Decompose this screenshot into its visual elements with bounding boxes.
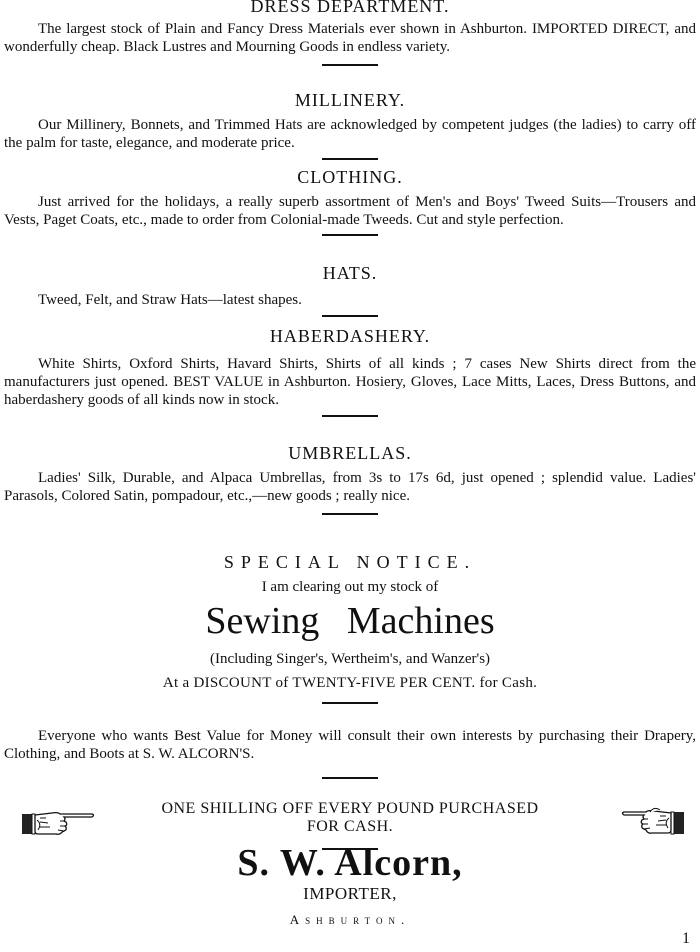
text-hats: Tweed, Felt, and Straw Hats—latest shapes.	[38, 292, 302, 308]
sewing-machines-headline: Sewing Machines	[205, 600, 495, 642]
merchant-name: S. W. Alcorn,	[237, 842, 463, 884]
divider	[322, 415, 378, 417]
section-haberdashery	[0, 326, 700, 417]
section-hats	[0, 263, 700, 317]
section-umbrellas	[0, 443, 700, 515]
section-best-value	[0, 727, 700, 779]
divider	[322, 315, 378, 317]
special-notice-title: SPECIAL NOTICE.	[223, 552, 477, 572]
text-haberdashery: White Shirts, Oxford Shirts, Havard Shirts, Shirts of all kinds ; 7 cases New Shirts direct from the manufacturers just opened. BEST VALUE in Ashburton. Hosiery, Gloves, Lace Mitts, Laces, Dress Buttons, and haberdashery goods of all kinds now in stock.	[4, 356, 696, 408]
divider	[322, 702, 378, 704]
merchant-role: IMPORTER,	[303, 884, 397, 903]
cash-offer-line2: FOR CASH.	[306, 818, 394, 835]
pointing-hand-left-icon	[620, 800, 688, 840]
section-millinery	[0, 90, 700, 160]
section-special-notice	[0, 552, 700, 704]
heading-dress: DRESS DEPARTMENT.	[250, 0, 450, 16]
page-number: 1	[682, 930, 690, 947]
divider	[322, 64, 378, 66]
heading-clothing: CLOTHING.	[297, 167, 403, 187]
section-footer	[0, 842, 700, 928]
special-notice-intro: I am clearing out my stock of	[261, 579, 439, 595]
text-dress: The largest stock of Plain and Fancy Dress Materials ever shown in Ashburton. IMPORTED DIRECT, and wonderfully cheap. Black Lustres and Mourning Goods in endless variety.	[4, 21, 696, 55]
text-millinery: Our Millinery, Bonnets, and Trimmed Hats are acknowledged by competent judges (the ladies) to carry off the palm for taste, elegance, and moderate price.	[4, 117, 696, 151]
text-umbrellas: Ladies' Silk, Durable, and Alpaca Umbrellas, from 3s to 17s 6d, just opened ; splendid value. Ladies' Parasols, Colored Satin, pompadour, etc.,—new goods ; really nice.	[4, 470, 696, 504]
special-notice-brands: (Including Singer's, Wertheim's, and Wanzer's)	[209, 651, 491, 667]
heading-millinery: MILLINERY.	[294, 90, 406, 110]
cash-offer-line1: ONE SHILLING OFF EVERY POUND PURCHASED	[161, 800, 539, 817]
divider	[322, 158, 378, 160]
heading-umbrellas: UMBRELLAS.	[288, 443, 412, 463]
heading-hats: HATS.	[322, 263, 378, 283]
heading-haberdashery: HABERDASHERY.	[269, 326, 431, 346]
text-best-value: Everyone who wants Best Value for Money will consult their own interests by purchasing their Drapery, Clothing, and Boots at S. W. ALCORN'S.	[4, 728, 696, 762]
divider	[322, 234, 378, 236]
pointing-hand-right-icon	[20, 804, 96, 838]
merchant-town: Ashburton.	[289, 912, 411, 927]
text-clothing: Just arrived for the holidays, a really superb assortment of Men's and Boys' Tweed Suits—Trousers and Vests, Paget Coats, etc., made to order from Colonial-made Tweeds. Cut and style perfection.	[4, 194, 696, 228]
divider	[322, 513, 378, 515]
divider	[322, 777, 378, 779]
section-dress	[0, 0, 700, 66]
section-clothing	[0, 167, 700, 236]
special-notice-discount: At a DISCOUNT of TWENTY-FIVE PER CENT. for Cash.	[162, 675, 538, 691]
